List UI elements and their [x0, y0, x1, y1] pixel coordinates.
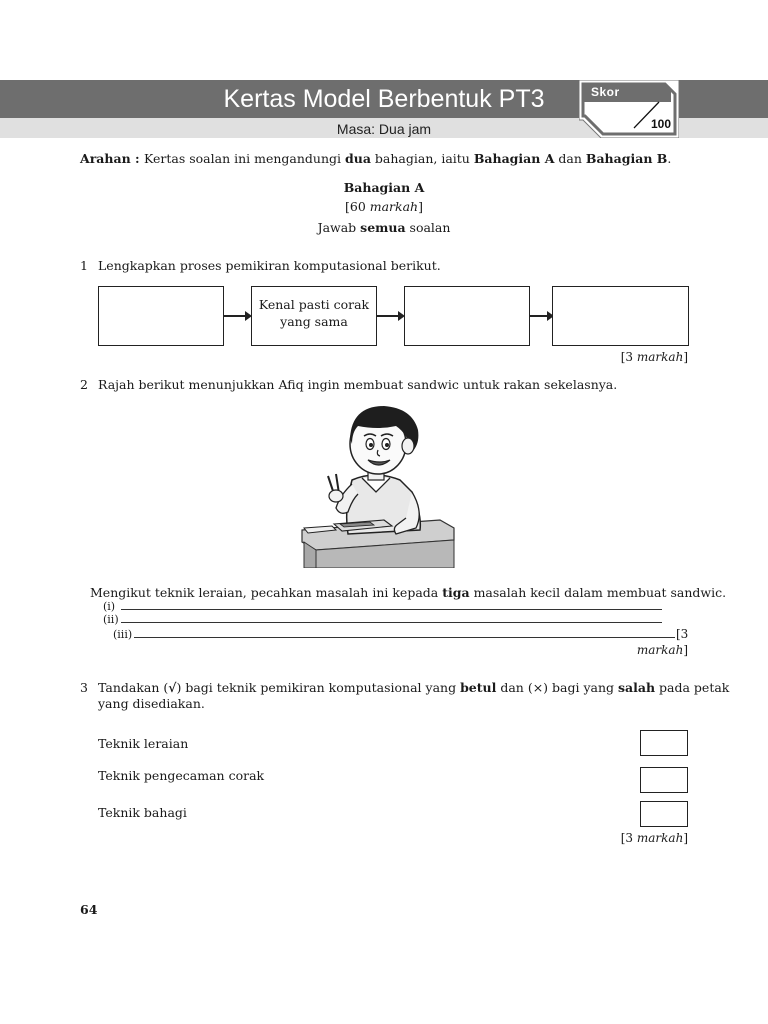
q3-text: Tandakan (√) bagi teknik pemikiran komputasional yang betul dan (×) bagi yang salah pada petak: [98, 680, 730, 695]
q2-answer-line-iii[interactable]: [134, 637, 675, 638]
q3-option-2: Teknik pengecaman corak: [98, 768, 265, 783]
section-title: Bahagian A: [343, 180, 425, 195]
q2-text: Rajah berikut menunjukkan Afiq ingin membuat sandwic untuk rakan sekelasnya.: [98, 377, 618, 392]
q3-option-3: Teknik bahagi: [98, 805, 187, 820]
q3-option-1: Teknik leraian: [98, 736, 189, 751]
q2-marks-open: [3: [676, 627, 689, 641]
q2-instruction: Mengikut teknik leraian, pecahkan masalah ini kepada tiga masalah kecil dalam membuat sandwic.: [90, 585, 727, 600]
q2-marks: markah]: [636, 643, 688, 657]
q3-answer-box-1[interactable]: [640, 730, 688, 756]
boy-making-sandwich-illustration: [300, 400, 456, 568]
q2-item-i-label: (i): [103, 600, 116, 613]
flow-arrow-3: [530, 315, 552, 317]
flow-arrow-2: [377, 315, 403, 317]
q1-number: 1: [80, 258, 88, 273]
flow-arrow-1: [224, 315, 250, 317]
exam-duration: Masa: Dua jam: [336, 121, 432, 137]
flow-box-4[interactable]: [552, 286, 689, 346]
q2-number: 2: [80, 377, 88, 392]
q2-answer-line-ii[interactable]: [121, 622, 662, 623]
q3-marks: [3 markah]: [620, 831, 688, 845]
q3-answer-box-2[interactable]: [640, 767, 688, 793]
section-marks: [60 markah]: [344, 199, 423, 214]
q2-item-iii-label: (iii): [113, 628, 133, 641]
q1-marks: [3 markah]: [620, 350, 688, 364]
q3-number: 3: [80, 680, 88, 695]
page-title: Kertas Model Berbentuk PT3: [223, 85, 545, 113]
page-number: 64: [80, 902, 98, 917]
q2-item-ii-label: (ii): [103, 613, 119, 626]
q1-text: Lengkapkan proses pemikiran komputasional berikut.: [98, 258, 441, 273]
flow-box-2: Kenal pasti corak yang sama: [251, 286, 377, 346]
q3-text-line2: yang disediakan.: [98, 696, 205, 711]
score-label: Skor: [591, 85, 620, 99]
instructions: Arahan : Kertas soalan ini mengandungi dua bahagian, iaitu Bahagian A dan Bahagian B.: [80, 151, 672, 166]
q3-answer-box-3[interactable]: [640, 801, 688, 827]
flow-box-3[interactable]: [404, 286, 530, 346]
flow-box-1[interactable]: [98, 286, 224, 346]
section-answer-all: Jawab semua soalan: [317, 220, 451, 235]
q2-answer-line-i[interactable]: [121, 609, 662, 610]
score-max: 100: [651, 117, 672, 131]
